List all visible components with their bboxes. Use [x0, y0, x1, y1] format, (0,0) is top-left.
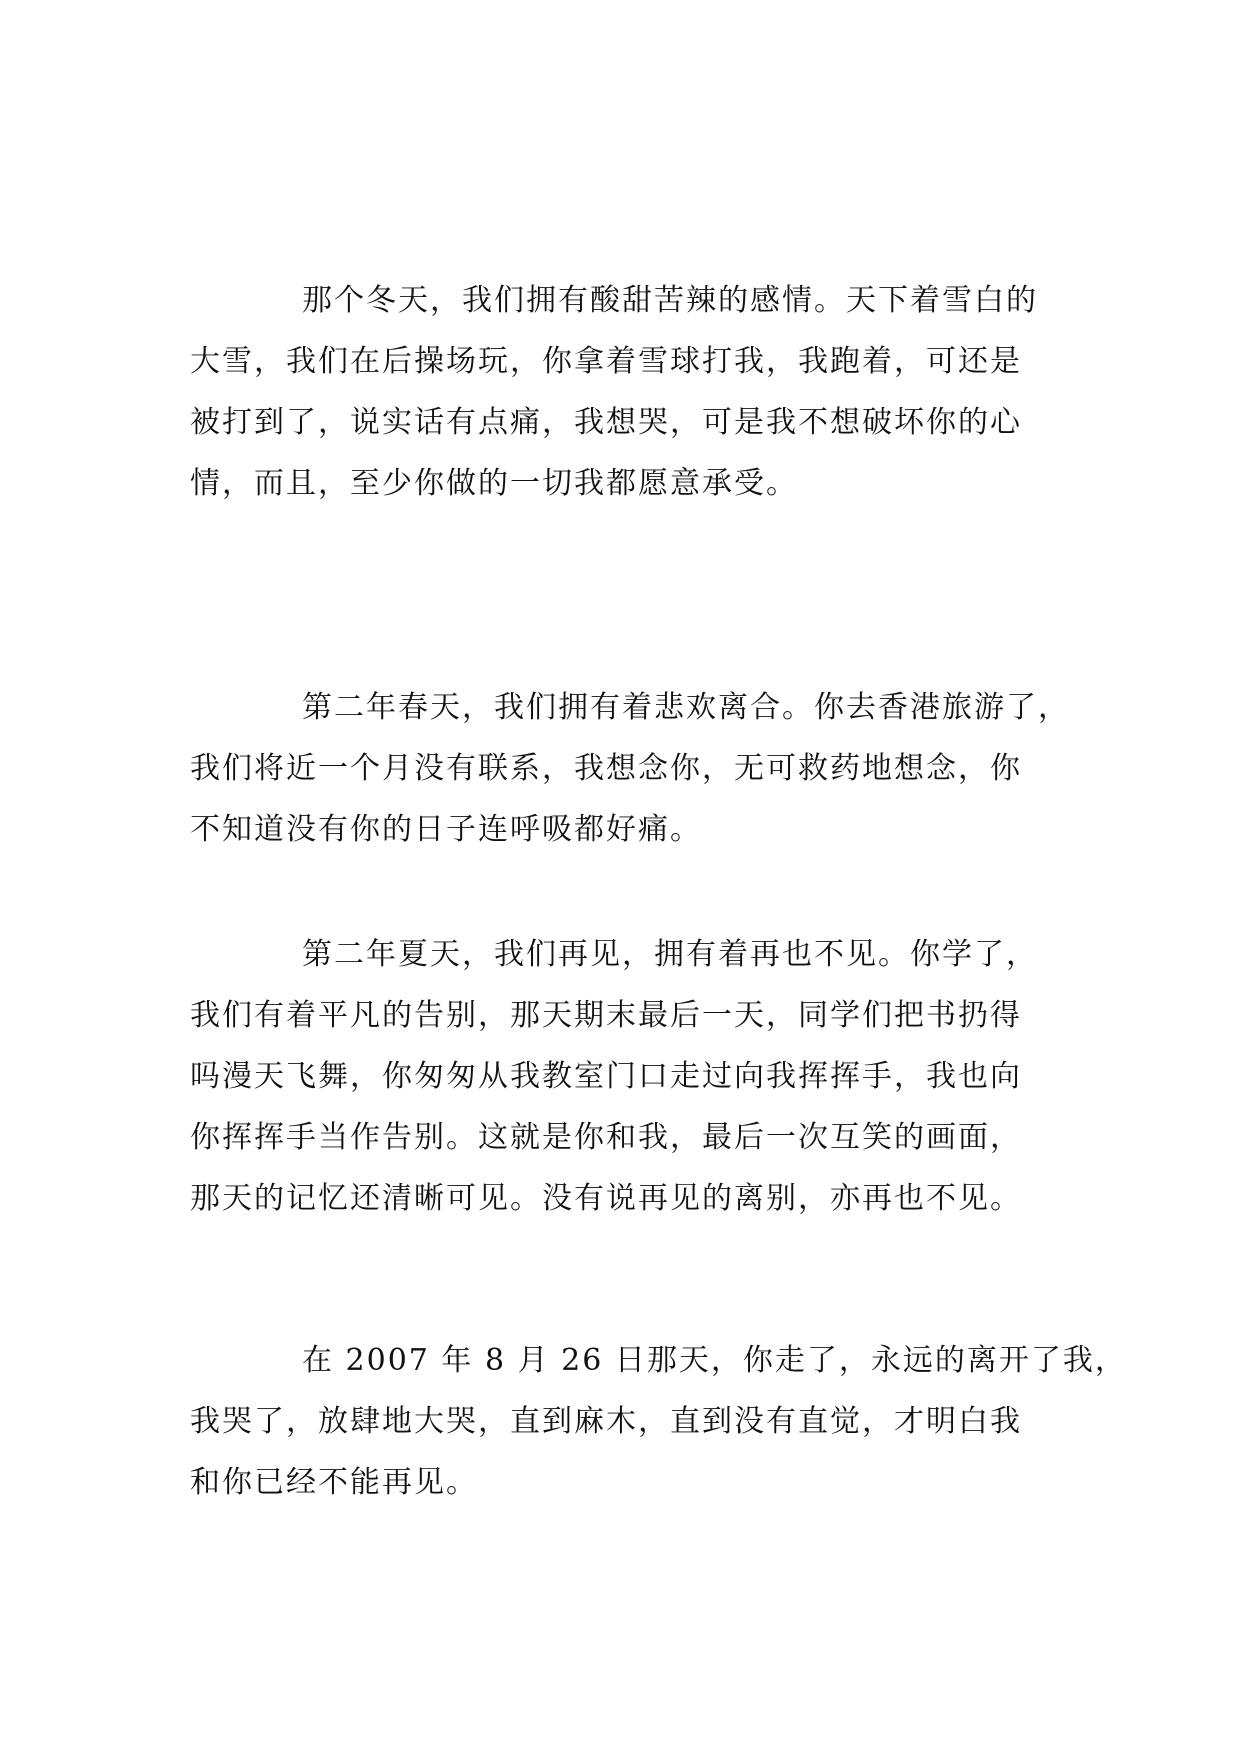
- text-line: 被打到了，说实话有点痛，我想哭，可是我不想破坏你的心: [190, 405, 1022, 440]
- paragraph-winter: [190, 270, 1070, 514]
- text-line: 第二年夏天，我们再见，拥有着再也不见。你学了，: [302, 937, 1038, 972]
- text-line: 不知道没有你的日子连呼吸都好痛。: [190, 812, 702, 847]
- text-line: 那个冬天，我们拥有酸甜苦辣的感情。天下着雪白的: [302, 283, 1038, 318]
- text-line: 那天的记忆还清晰可见。没有说再见的离别，亦再也不见。: [190, 1181, 1022, 1216]
- text-line: 大雪，我们在后操场玩，你拿着雪球打我，我跑着，可还是: [190, 344, 1022, 379]
- text-line: 你挥挥手当作告别。这就是你和我，最后一次互笑的画面，: [190, 1120, 1022, 1155]
- text-line: 在 2007 年 8 月 26 日那天，你走了，永远的离开了我，: [302, 1343, 1127, 1378]
- text-line: 我们将近一个月没有联系，我想念你，无可救药地想念，你: [190, 751, 1022, 786]
- text-line: 我哭了，放肆地大哭，直到麻木，直到没有直觉，才明白我: [190, 1404, 1022, 1439]
- text-line: 第二年春天，我们拥有着悲欢离合。你去香港旅游了，: [302, 690, 1070, 725]
- paragraph-spring: [190, 677, 1070, 860]
- text-line: 情，而且，至少你做的一切我都愿意承受。: [190, 466, 798, 501]
- paragraph-farewell: [190, 1330, 1127, 1513]
- paragraph-summer: [190, 924, 1070, 1229]
- text-line: 吗漫天飞舞，你匆匆从我教室门口走过向我挥挥手，我也向: [190, 1059, 1022, 1094]
- text-line: 和你已经不能再见。: [190, 1465, 478, 1500]
- text-line: 我们有着平凡的告别，那天期末最后一天，同学们把书扔得: [190, 998, 1022, 1033]
